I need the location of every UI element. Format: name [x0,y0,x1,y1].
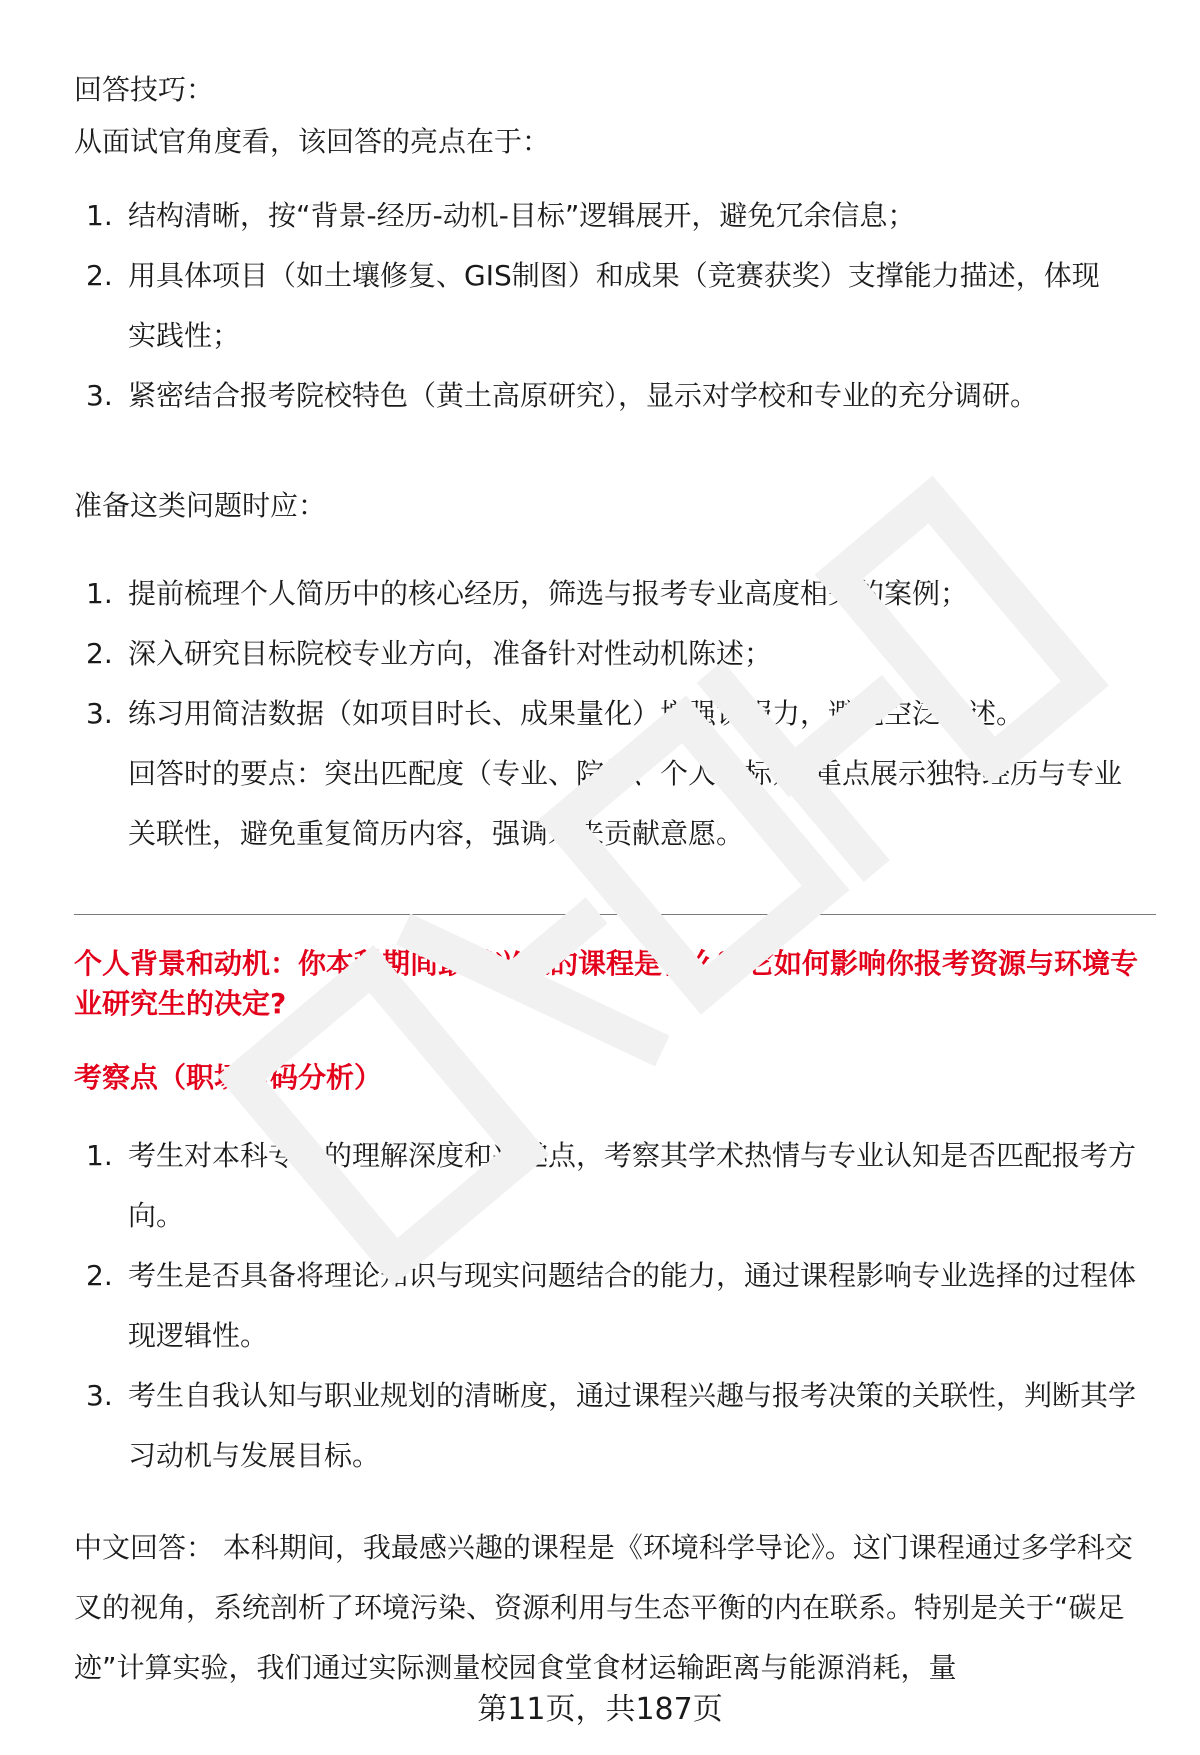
list-item: 2. 考生是否具备将理论知识与现实问题结合的能力，通过课程影响专业选择的过程体现逻辑性。 [86,1259,1137,1352]
list-item: 1. 考生对本科专业的理解深度和兴趣点，考察其学术热情与专业认知是否匹配报考方向。 [86,1139,1137,1232]
tips-intro: 从面试官角度看，该回答的亮点在于： [74,125,551,158]
page-number: 第11页，共187页 [477,1692,723,1727]
analysis-list [74,1126,1144,1486]
list-item: 3. 紧密结合报考院校特色（黄土高原研究），显示对学校和专业的充分调研。 [86,379,1039,412]
list-item: 2. 用具体项目（如土壤修复、GIS制图）和成果（竞赛获奖）支撑能力描述，体现实践性； [86,259,1100,352]
highlights-list [74,186,1124,426]
list-item: 2. 深入研究目标院校专业方向，准备针对性动机陈述； [86,637,773,670]
list-item: 1. 结构清晰，按“背景-经历-动机-目标”逻辑展开，避免冗余信息； [86,199,916,232]
answer-paragraph: 中文回答： 本科期间，我最感兴趣的课程是《环境科学导论》。这门课程通过多学科交叉的视角，系统剖析了环境污染、资源利用与生态平衡的内在联系。特别是关于“碳足迹”计算实验，我们通过实际测量校园食堂食材运输距离与能源消耗，量 [74,1531,1133,1684]
list-item: 3. 考生自我认知与职业规划的清晰度，通过课程兴趣与报考决策的关联性，判断其学习动机与发展目标。 [86,1379,1137,1472]
question-title: 个人背景和动机：你本科期间最感兴趣的课程是什么？它如何影响你报考资源与环境专业研究生的决定? [74,947,1139,1020]
section-divider [74,914,1156,915]
analysis-heading: 考察点（职场密码分析） [74,1061,383,1094]
list-item: 3. 练习用简洁数据（如项目时长、成果量化）增强说服力，避免空泛描述。 [86,697,1025,730]
prep-list [74,564,1144,864]
list-item: 1. 提前梳理个人简历中的核心经历，筛选与报考专业高度相关的案例； [86,577,969,610]
prep-heading: 准备这类问题时应： [74,489,327,522]
key-note: 回答时的要点：突出匹配度（专业、院校、个人目标），重点展示独特经历与专业关联性，避免重复简历内容，强调未来贡献意愿。 [128,757,1123,850]
tips-heading: 回答技巧： [74,73,215,106]
